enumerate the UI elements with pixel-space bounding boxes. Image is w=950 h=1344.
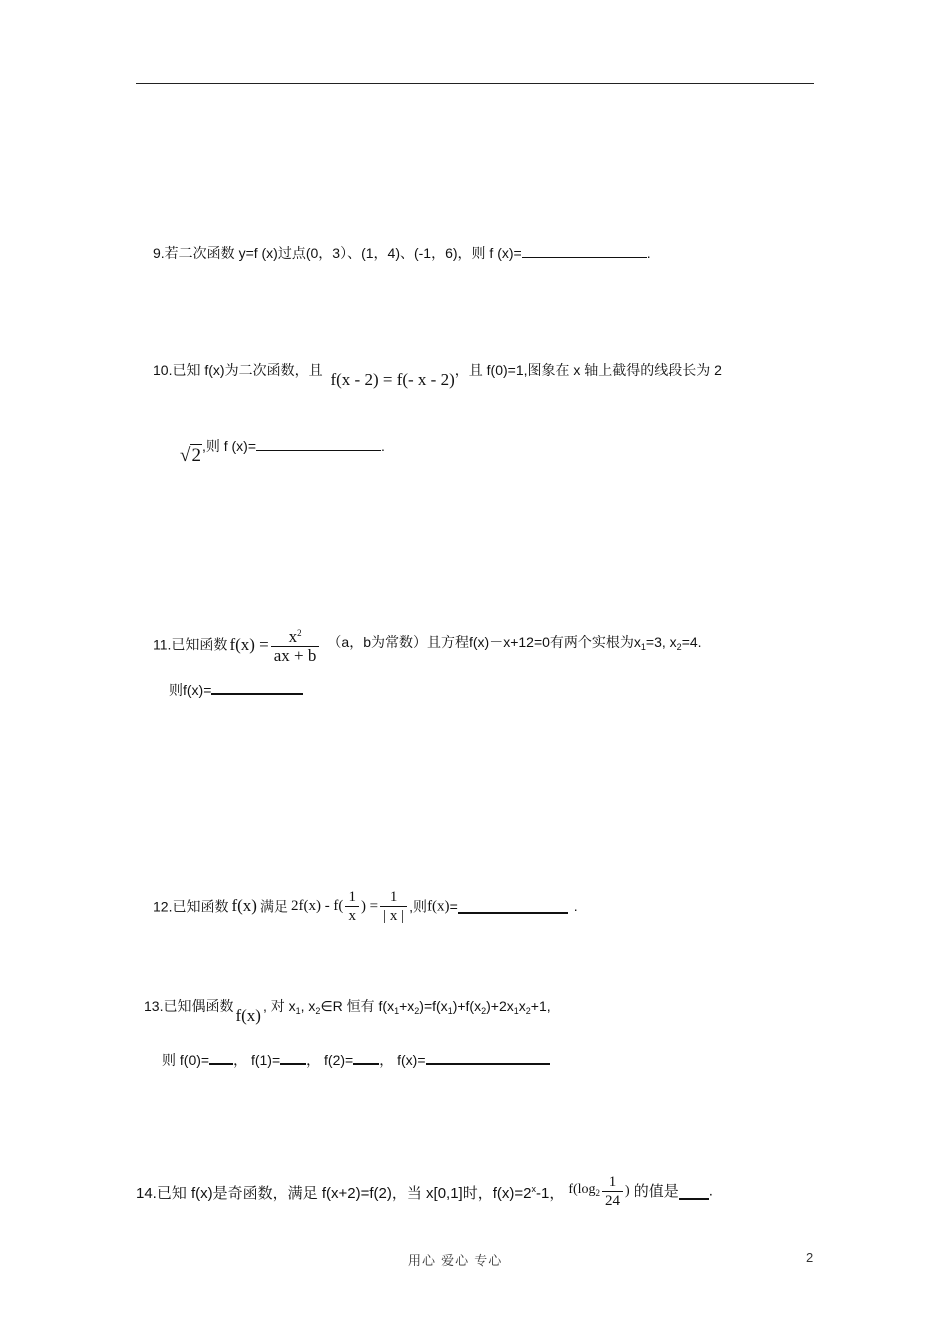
problem-10-period: .	[381, 438, 385, 454]
answer-blank-f0[interactable]	[209, 1049, 233, 1065]
fraction-numerator: $x^2$	[288, 627, 302, 646]
problem-12-text: 12.已知函数	[153, 898, 229, 915]
problem-11-lhs: f(x) =	[229, 634, 269, 654]
problem-11-answer	[169, 679, 303, 700]
answer-blank-fx[interactable]	[426, 1049, 550, 1065]
answer-blank-12[interactable]	[458, 898, 568, 914]
answer-blank-f2[interactable]	[353, 1049, 379, 1065]
problem-14-fraction: $\frac{1}{24}$	[602, 1173, 623, 1210]
answer-blank-10[interactable]	[256, 436, 381, 451]
problem-13-condition: , 对 $x_1$, $x_2\in R$ 恒有 $f(x_1+x_2)=f(x_1)+f(x_2)+2x_1x_2+1$,	[262, 998, 551, 1016]
problem-10-cont	[180, 436, 385, 466]
problem-9	[153, 243, 651, 263]
problem-12-text-3: ,则	[409, 898, 428, 915]
problem-11-answer-label: 则f(x)=	[169, 682, 212, 698]
header-rule	[136, 83, 814, 84]
problem-12	[153, 883, 578, 928]
fraction-denominator: ax + b	[271, 646, 320, 665]
fx-label: ， f(x)=	[379, 1052, 426, 1068]
problem-11-text: 11.已知函数	[153, 636, 228, 653]
problem-14	[136, 1167, 713, 1216]
f1-label: ， f(1)=	[233, 1052, 281, 1068]
problem-12-frac-2: $\frac{1}{| x |}$	[380, 888, 407, 925]
problem-13-fx: f(x)	[235, 1006, 261, 1025]
problem-12-lhs: 2f(x) - f(	[290, 898, 344, 915]
problem-12-fx-2: f(x)	[427, 898, 450, 915]
sqrt-two: √2	[180, 445, 201, 466]
problem-12-frac-1: $\frac{1}{x}$	[345, 888, 359, 925]
problem-14-close: )	[625, 1183, 630, 1199]
problem-14-text: 14.已知 f(x)是奇函数，满足 f(x+2)=f(2)，当 x[0,1]时，$f(x)=2^x-1$，	[136, 1184, 565, 1202]
problem-13-answers	[162, 1049, 550, 1070]
problem-12-mid: ) =	[360, 898, 379, 915]
problem-12-text-2: 满足	[259, 898, 288, 915]
problem-12-eq: =	[449, 898, 458, 915]
problem-10	[153, 360, 722, 389]
problem-9-period: .	[646, 245, 651, 261]
answer-blank-9[interactable]	[522, 243, 647, 258]
problem-10-formula: f(x - 2) = f(- x - 2)	[330, 370, 455, 389]
problem-13	[144, 996, 551, 1025]
problem-11-fraction	[271, 624, 320, 665]
problem-12-fx: f(x)	[231, 896, 257, 916]
problem-10-text-3: ,则 f (x)=	[201, 438, 256, 454]
answer-blank-f1[interactable]	[280, 1049, 306, 1065]
footer-motto: 用心 爱心 专心	[408, 1254, 503, 1269]
problem-11-text-2: （a，b为常数）且方程f(x)－x+12=0有两个实根为$x_1=3$, $x_2=4$.	[327, 634, 702, 652]
f0-label: 则 f(0)=	[162, 1052, 210, 1068]
problem-13-text: 13.已知偶函数	[144, 998, 234, 1014]
answer-blank-11[interactable]	[211, 679, 303, 695]
page-number: 2	[806, 1250, 814, 1265]
problem-14-period: .	[708, 1182, 713, 1200]
problem-14-log: $f(\log_2$	[568, 1182, 601, 1198]
problem-12-period: .	[573, 898, 578, 915]
problem-10-text: 10.已知 f(x)为二次函数，且	[153, 362, 323, 378]
problem-10-text-2: ，且 f(0)=1,图象在 x 轴上截得的线段长为 2	[454, 362, 722, 378]
problem-14-text-2: 的值是	[633, 1182, 679, 1200]
problem-11	[153, 622, 702, 667]
f2-label: ， f(2)=	[306, 1052, 354, 1068]
answer-blank-14[interactable]	[679, 1184, 709, 1200]
problem-9-text: 9.若二次函数 y=f (x)过点(0，3）、(1，4)、(-1，6)，则 f (x)=	[153, 245, 522, 261]
